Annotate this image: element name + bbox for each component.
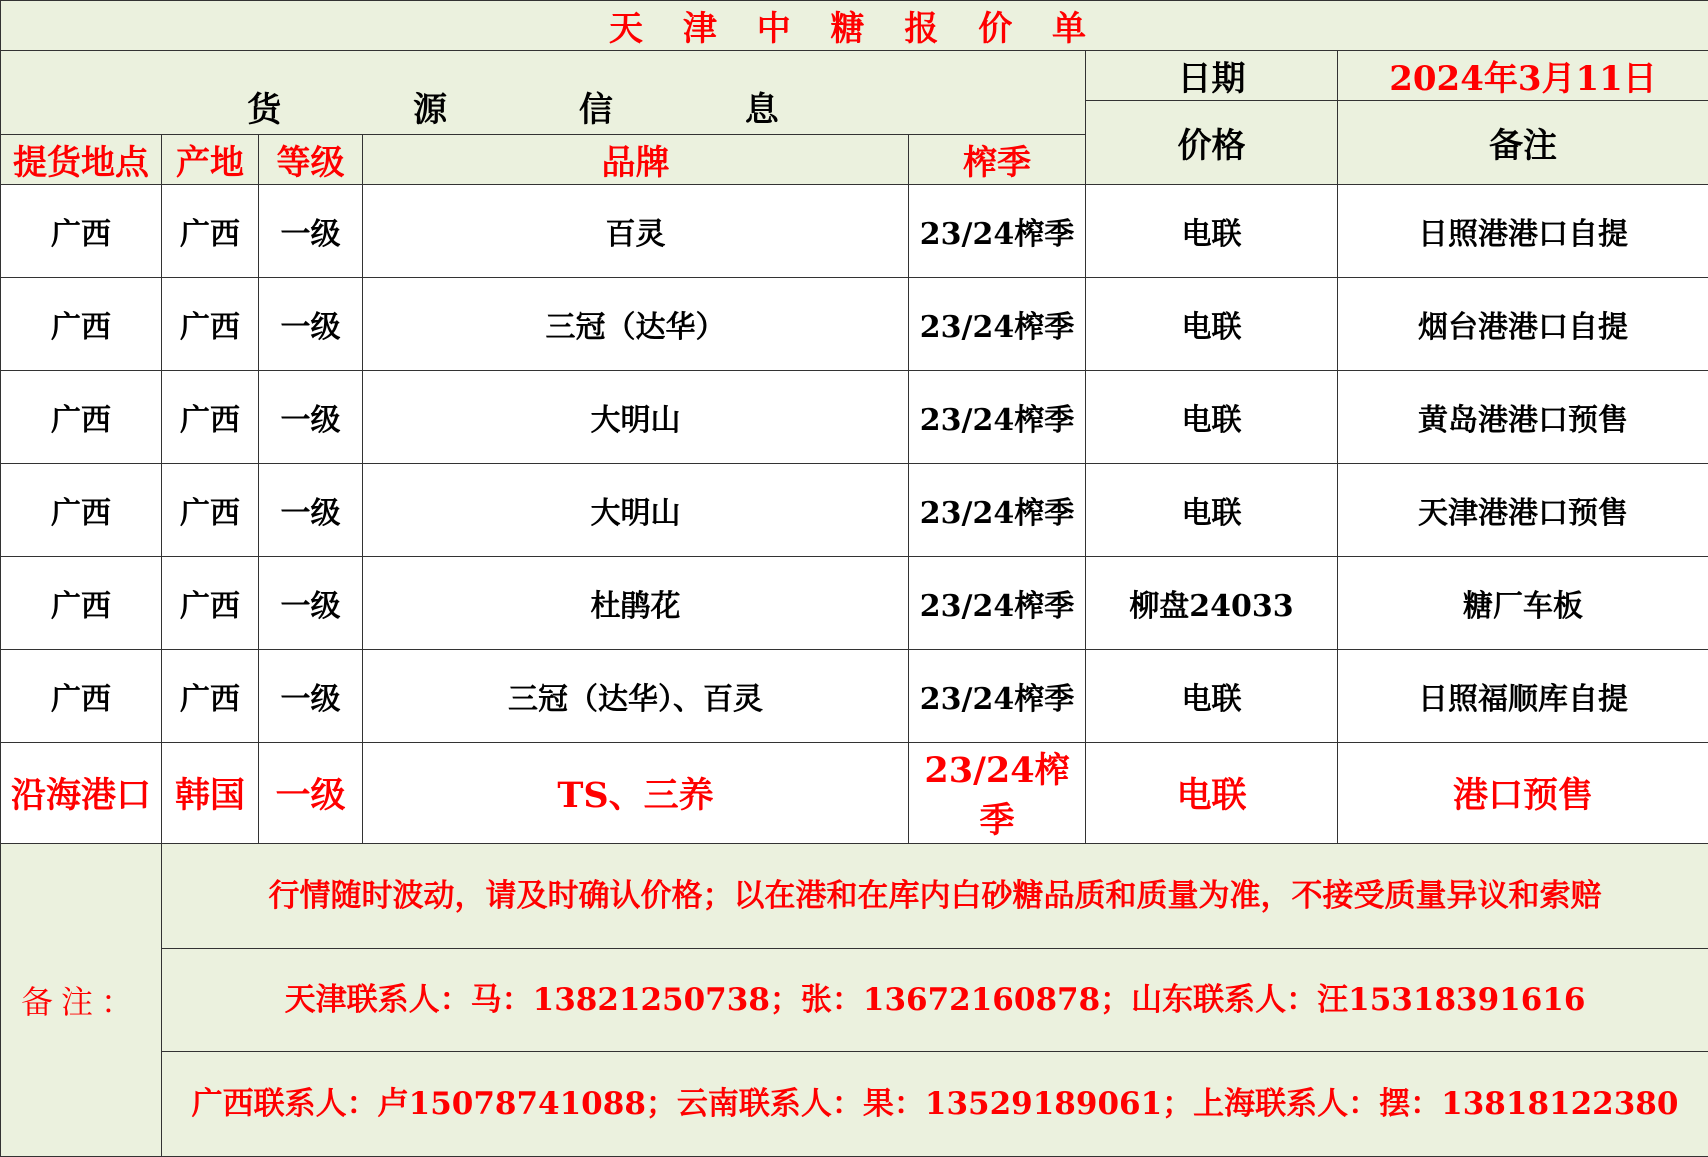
date-label: 日期 [1086, 51, 1338, 101]
table-row [1, 278, 1708, 371]
pickup-cell: 广西 [1, 278, 162, 371]
notes-contacts-tianjin: 天津联系人：马：13821250738；张：13672160878；山东联系人：汪15318391616 [162, 949, 1708, 1052]
brand-cell: 三冠（达华） [363, 278, 909, 371]
table-row [1, 650, 1708, 743]
grade-cell: 一级 [259, 557, 363, 650]
grade-header: 等级 [259, 135, 363, 185]
grade-cell: 一级 [259, 371, 363, 464]
season-cell: 23/24榨季 [909, 185, 1086, 278]
season-cell: 23/24榨季 [909, 743, 1086, 844]
table-row-highlight [1, 743, 1708, 844]
notes-contacts-guangxi: 广西联系人：卢15078741088；云南联系人：果：13529189061；上海联系人：摆：13818122380 [162, 1052, 1708, 1157]
origin-cell: 广西 [162, 557, 259, 650]
grade-cell: 一级 [259, 185, 363, 278]
brand-cell: 杜鹃花 [363, 557, 909, 650]
brand-cell: 大明山 [363, 464, 909, 557]
season-cell: 23/24榨季 [909, 650, 1086, 743]
price-cell: 电联 [1086, 743, 1338, 844]
date-value: 2024年3月11日 [1338, 51, 1708, 101]
price-cell: 电联 [1086, 278, 1338, 371]
origin-cell: 广西 [162, 650, 259, 743]
brand-cell: 三冠（达华）、百灵 [363, 650, 909, 743]
season-cell: 23/24榨季 [909, 371, 1086, 464]
sheet-title: 天 津 中 糖 报 价 单 [1, 1, 1708, 51]
origin-cell: 广西 [162, 278, 259, 371]
remark-cell: 烟台港港口自提 [1338, 278, 1708, 371]
grade-cell: 一级 [259, 464, 363, 557]
remark-cell: 天津港港口预售 [1338, 464, 1708, 557]
brand-cell: 百灵 [363, 185, 909, 278]
pickup-location-header: 提货地点 [1, 135, 162, 185]
origin-header: 产地 [162, 135, 259, 185]
price-cell: 电联 [1086, 371, 1338, 464]
grade-cell: 一级 [259, 743, 363, 844]
season-header: 榨季 [909, 135, 1086, 185]
remark-cell: 港口预售 [1338, 743, 1708, 844]
remark-cell: 黄岛港港口预售 [1338, 371, 1708, 464]
brand-header: 品牌 [363, 135, 909, 185]
remark-cell: 日照港港口自提 [1338, 185, 1708, 278]
pickup-cell: 广西 [1, 650, 162, 743]
grade-cell: 一级 [259, 650, 363, 743]
remark-cell: 日照福顺库自提 [1338, 650, 1708, 743]
notes-label: 备注： [1, 844, 162, 1157]
table-row [1, 464, 1708, 557]
notes-disclaimer: 行情随时波动，请及时确认价格；以在港和在库内白砂糖品质和质量为准，不接受质量异议和索赔 [162, 844, 1708, 949]
price-cell: 电联 [1086, 464, 1338, 557]
price-cell: 电联 [1086, 185, 1338, 278]
season-cell: 23/24榨季 [909, 464, 1086, 557]
price-cell: 柳盘24033 [1086, 557, 1338, 650]
pickup-cell: 广西 [1, 557, 162, 650]
origin-cell: 广西 [162, 371, 259, 464]
origin-cell: 韩国 [162, 743, 259, 844]
remark-cell: 糖厂车板 [1338, 557, 1708, 650]
grade-cell: 一级 [259, 278, 363, 371]
source-info-header: 货 源 信 息 [1, 51, 1086, 135]
season-cell: 23/24榨季 [909, 557, 1086, 650]
pickup-cell: 沿海港口 [1, 743, 162, 844]
table-row [1, 557, 1708, 650]
origin-cell: 广西 [162, 185, 259, 278]
pickup-cell: 广西 [1, 371, 162, 464]
origin-cell: 广西 [162, 464, 259, 557]
brand-cell: 大明山 [363, 371, 909, 464]
price-cell: 电联 [1086, 650, 1338, 743]
table-row [1, 185, 1708, 278]
pickup-cell: 广西 [1, 185, 162, 278]
brand-cell: TS、三养 [363, 743, 909, 844]
table-row [1, 371, 1708, 464]
remarks-header: 备注 [1338, 101, 1708, 185]
price-header: 价格 [1086, 101, 1338, 185]
season-cell: 23/24榨季 [909, 278, 1086, 371]
pickup-cell: 广西 [1, 464, 162, 557]
